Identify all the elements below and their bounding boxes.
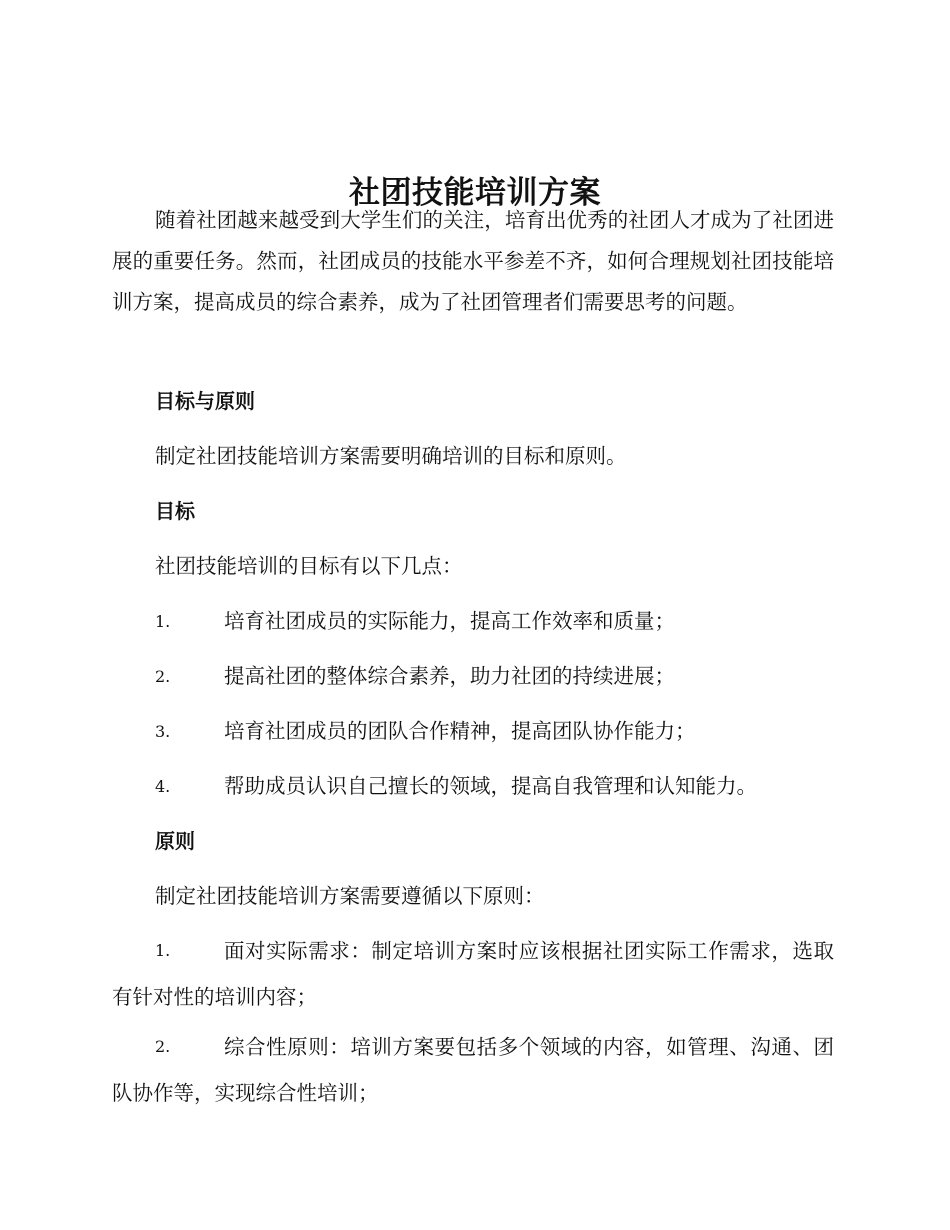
list-item-number: 2. (155, 667, 171, 686)
list-item-text: 提高社团的整体综合素养，助力社团的持续进展； (224, 664, 675, 688)
list-item-number: 1. (155, 941, 171, 960)
list-item-text: 面对实际需求：制定培训方案时应该根据社团实际工作需求，选取有针对性的培训内容； (112, 939, 834, 1009)
document-title: 社团技能培训方案 (349, 174, 601, 211)
list-item-text: 培育社团成员的团队合作精神，提高团队协作能力； (224, 719, 696, 743)
goals-intro-paragraph: 社团技能培训的目标有以下几点： (155, 554, 463, 578)
goals-list-item (112, 716, 834, 746)
list-item-number: 4. (155, 777, 171, 796)
goals-list-item (112, 606, 834, 636)
list-item-text: 综合性原则：培训方案要包括多个领域的内容，如管理、沟通、团队协作等，实现综合性培训； (112, 1035, 834, 1105)
goals-list-item (112, 771, 834, 801)
principles-intro-paragraph: 制定社团技能培训方案需要遵循以下原则： (155, 884, 545, 908)
list-item-text: 培育社团成员的实际能力，提高工作效率和质量； (224, 609, 675, 633)
list-item-number: 2. (155, 1037, 171, 1056)
principles-list-item (112, 1024, 834, 1116)
list-item-number: 3. (155, 722, 171, 741)
heading-goals: 目标 (155, 499, 195, 523)
heading-goals-principles: 目标与原则 (155, 389, 255, 413)
goals-principles-paragraph: 制定社团技能培训方案需要明确培训的目标和原则。 (155, 444, 627, 468)
list-item-number: 1. (155, 612, 171, 631)
list-item-text: 帮助成员认识自己擅长的领域，提高自我管理和认知能力。 (224, 774, 757, 798)
goals-list-item (112, 661, 834, 691)
heading-principles: 原则 (155, 829, 195, 853)
principles-list-item (112, 928, 834, 1020)
intro-paragraph: 随着社团越来越受到大学生们的关注，培育出优秀的社团人才成为了社团进展的重要任务。然而，社团成员的技能水平参差不齐，如何合理规划社团技能培训方案，提高成员的综合素养，成为了社团管理者们需要思考的问题。 (112, 208, 834, 314)
